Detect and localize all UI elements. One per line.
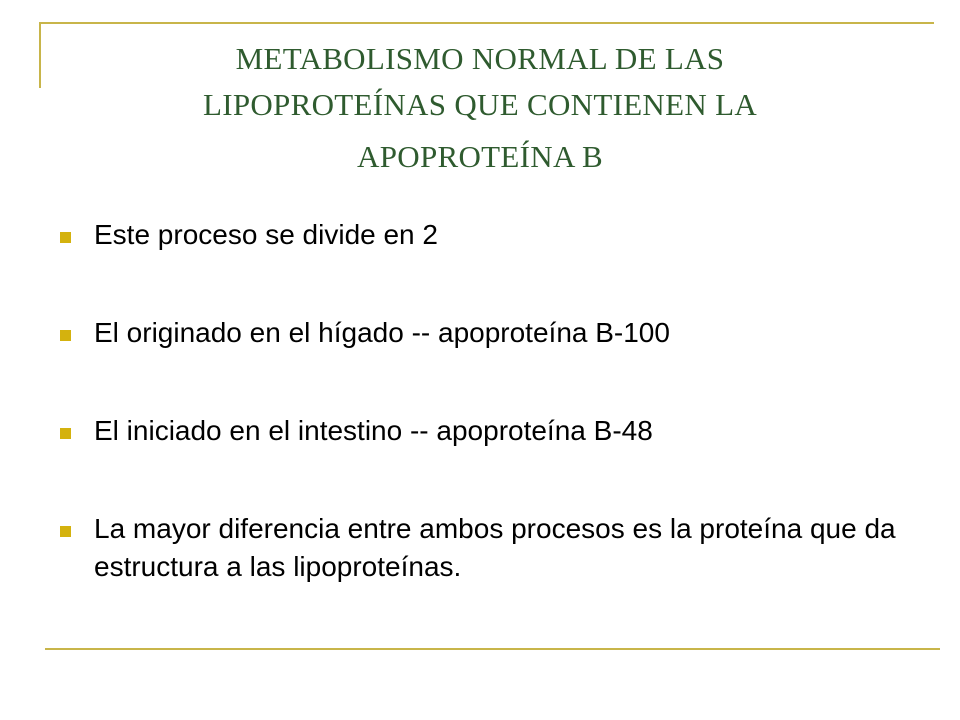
bullet-text: Este proceso se divide en 2 xyxy=(94,219,438,250)
square-bullet-icon xyxy=(60,428,71,439)
square-bullet-icon xyxy=(60,330,71,341)
bullet-item xyxy=(60,216,940,254)
square-bullet-icon xyxy=(60,232,71,243)
frame-top-line xyxy=(39,22,934,24)
square-bullet-icon xyxy=(60,526,71,537)
bullet-text: El iniciado en el intestino -- apoproteína B-48 xyxy=(94,415,653,446)
bullet-list xyxy=(60,216,940,586)
bullet-text: La mayor diferencia entre ambos procesos es la proteína que da estructura a las lipoproteínas. xyxy=(94,513,896,582)
title-line-2: LIPOPROTEÍNAS QUE CONTIENEN LA xyxy=(202,87,758,122)
frame-bottom-line xyxy=(45,648,940,650)
frame-left-line xyxy=(39,22,41,88)
bullet-item xyxy=(60,412,940,450)
title-line-1: METABOLISMO NORMAL DE LAS xyxy=(235,41,725,76)
slide-title xyxy=(60,36,900,180)
title-line-3: APOPROTEÍNA B xyxy=(357,139,603,174)
bullet-item xyxy=(60,510,940,586)
bullet-text: El originado en el hígado -- apoproteína B-100 xyxy=(94,317,670,348)
bullet-item xyxy=(60,314,940,352)
